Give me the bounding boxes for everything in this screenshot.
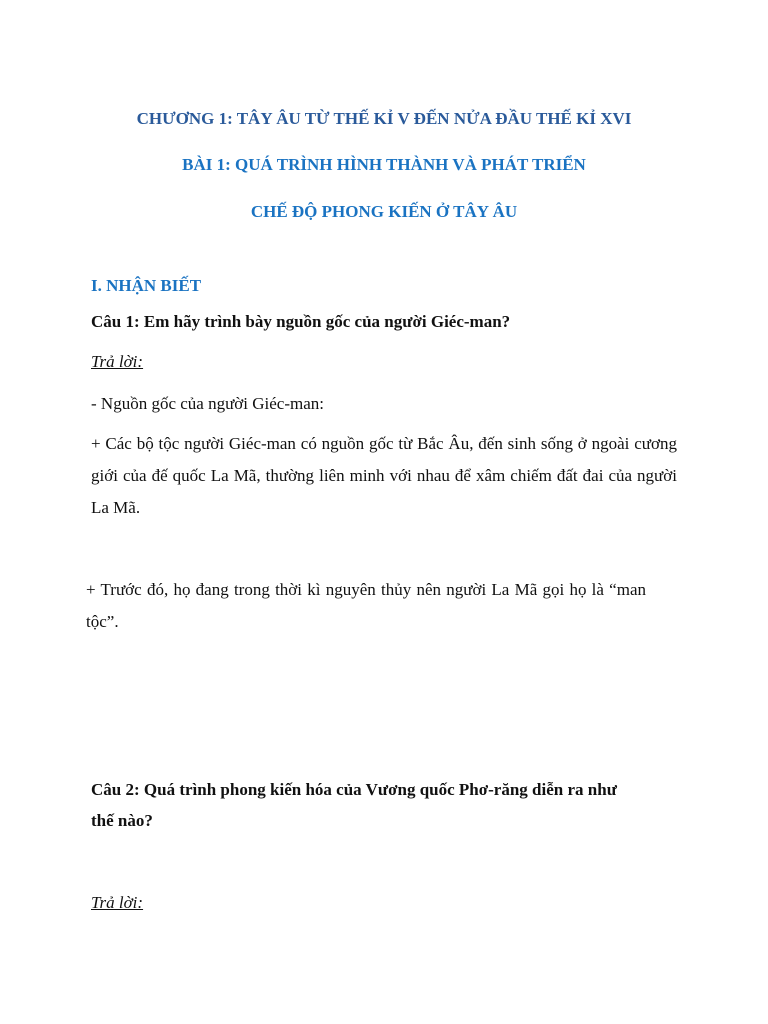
lesson-title-line2: CHẾ ĐỘ PHONG KIẾN Ở TÂY ÂU (250, 202, 518, 221)
section-heading: I. NHẬN BIẾT (91, 276, 202, 295)
question-2: Câu 2: Quá trình phong kiến hóa của Vương quốc Phơ-răng diễn ra như thế nào? (91, 780, 617, 830)
chapter-title: CHƯƠNG 1: TÂY ÂU TỪ THẾ KỈ V ĐẾN NỬA ĐẦU THẾ KỈ XVI (136, 109, 632, 128)
question-1: Câu 1: Em hãy trình bày nguồn gốc của người Giéc-man? (91, 312, 511, 331)
answer-1-paragraph-1: + Các bộ tộc người Giéc-man có nguồn gốc từ Bắc Âu, đến sinh sống ở ngoài cương giới của đế quốc La Mã, thường liên minh với nhau để xâm chiếm đất đai của người La Mã. (91, 434, 677, 517)
answer-label-1: Trả lời: (91, 352, 144, 371)
lesson-title-line1: BÀI 1: QUÁ TRÌNH HÌNH THÀNH VÀ PHÁT TRIỂN (182, 155, 586, 174)
answer-1-paragraph-2: + Trước đó, họ đang trong thời kì nguyên thủy nên người La Mã gọi họ là “man tộc”. (86, 580, 646, 631)
answer-label-2: Trả lời: (91, 893, 144, 912)
answer-1-intro: - Nguồn gốc của người Giéc-man: (91, 394, 324, 413)
